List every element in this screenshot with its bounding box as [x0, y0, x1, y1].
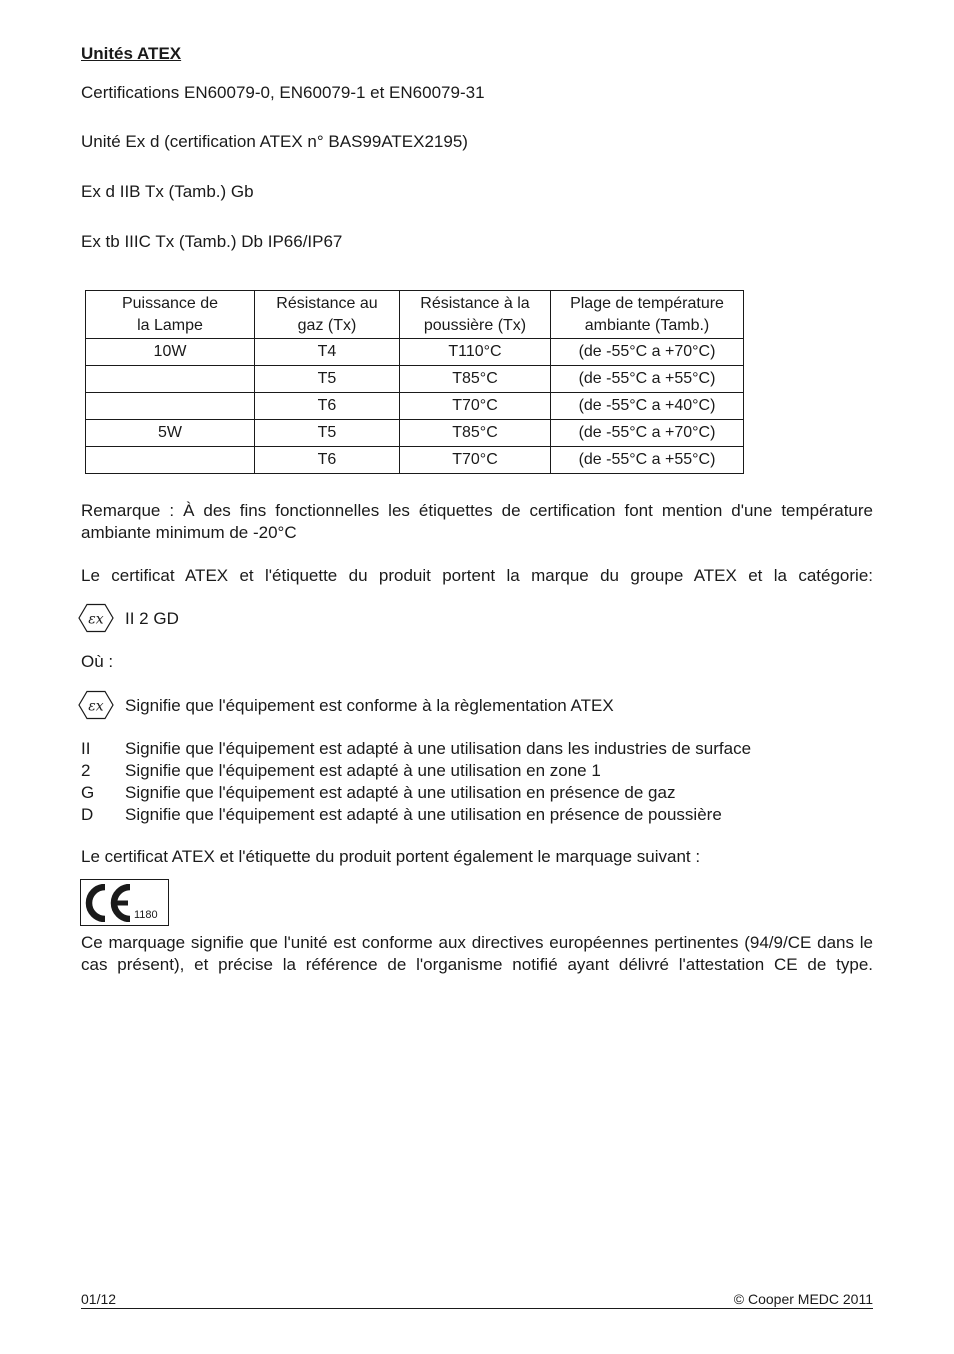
definition-text: Signifie que l'équipement est adapté à une utilisation en présence de gaz — [125, 783, 676, 802]
svg-text:εx: εx — [88, 698, 104, 715]
definition-code: D — [81, 805, 94, 824]
temperature-table — [85, 290, 744, 474]
definition-code: G — [81, 783, 95, 802]
table-header-row — [86, 291, 744, 339]
table-cell — [86, 366, 255, 393]
certifications-line: Certifications EN60079-0, EN60079-1 et EN60079-31 — [81, 83, 485, 102]
where-label: Où : — [81, 652, 114, 671]
definition-text: Signifie que l'équipement est adapté à une utilisation en zone 1 — [125, 761, 601, 780]
table-cell: 5W — [86, 420, 255, 447]
table-row — [86, 366, 744, 393]
table-cell: T85°C — [400, 366, 551, 393]
table-cell: (de -55°C a +70°C) — [551, 339, 744, 366]
footer-rule — [81, 1308, 873, 1309]
table-header-cell: Puissance de la Lampe — [86, 291, 255, 339]
dust-marking-line: Ex tb IIIC Tx (Tamb.) Db IP66/IP67 — [81, 232, 343, 251]
definition-code: 2 — [81, 761, 91, 780]
table-cell: T110°C — [400, 339, 551, 366]
table-row — [86, 393, 744, 420]
table-row — [86, 339, 744, 366]
gas-marking-line: Ex d IIB Tx (Tamb.) Gb — [81, 182, 254, 201]
ce-mark-box — [80, 879, 169, 926]
table-cell: (de -55°C a +70°C) — [551, 420, 744, 447]
table-cell: T70°C — [400, 447, 551, 474]
certificate-sentence: Le certificat ATEX et l'étiquette du produit portent la marque du groupe ATEX et la catégorie: — [81, 566, 873, 585]
ex-marking-text: II 2 GD — [125, 609, 179, 628]
table-cell: T5 — [255, 366, 400, 393]
footer-copyright: © Cooper MEDC 2011 — [733, 1291, 873, 1307]
table-cell: T6 — [255, 393, 400, 420]
remark-paragraph: Remarque : À des fins fonctionnelles les étiquettes de certification font mention d'une température ambiante minimum de -20°C — [81, 501, 873, 542]
table-cell: T4 — [255, 339, 400, 366]
table-cell: 10W — [86, 339, 255, 366]
table-cell: (de -55°C a +55°C) — [551, 366, 744, 393]
table-cell: (de -55°C a +55°C) — [551, 447, 744, 474]
table-header-cell: Plage de température ambiante (Tamb.) — [551, 291, 744, 339]
ce-mark-icon — [85, 884, 133, 922]
table-cell: T85°C — [400, 420, 551, 447]
unit-exd-line: Unité Ex d (certification ATEX n° BAS99ATEX2195) — [81, 132, 468, 151]
table-header-cell: Résistance à la poussière (Tx) — [400, 291, 551, 339]
section-title: Unités ATEX — [81, 44, 182, 63]
table-cell — [86, 447, 255, 474]
table-row — [86, 447, 744, 474]
svg-text:εx: εx — [88, 611, 104, 628]
ce-paragraph: Ce marquage signifie que l'unité est conforme aux directives européennes pertinentes (94/9/CE dans le cas présent), et précise la référence de l'organisme notifié ayant délivré l'attestation CE de type. — [81, 933, 873, 974]
definition-code: II — [81, 739, 91, 758]
ex-hexagon-icon — [78, 690, 114, 720]
table-cell: (de -55°C a +40°C) — [551, 393, 744, 420]
table-header-cell: Résistance au gaz (Tx) — [255, 291, 400, 339]
definition-text: Signifie que l'équipement est adapté à une utilisation en présence de poussière — [125, 805, 722, 824]
ex-meaning-text: Signifie que l'équipement est conforme à la règlementation ATEX — [125, 696, 614, 715]
table-cell — [86, 393, 255, 420]
definition-text: Signifie que l'équipement est adapté à une utilisation dans les industries de surface — [125, 739, 752, 758]
table-cell: T6 — [255, 447, 400, 474]
table-cell: T5 — [255, 420, 400, 447]
also-marking-line: Le certificat ATEX et l'étiquette du produit portent également le marquage suivant : — [81, 847, 701, 866]
ex-hexagon-icon — [78, 603, 114, 633]
table-cell: T70°C — [400, 393, 551, 420]
footer-date: 01/12 — [81, 1291, 117, 1307]
notified-body-number: 1180 — [134, 909, 158, 921]
table-row — [86, 420, 744, 447]
